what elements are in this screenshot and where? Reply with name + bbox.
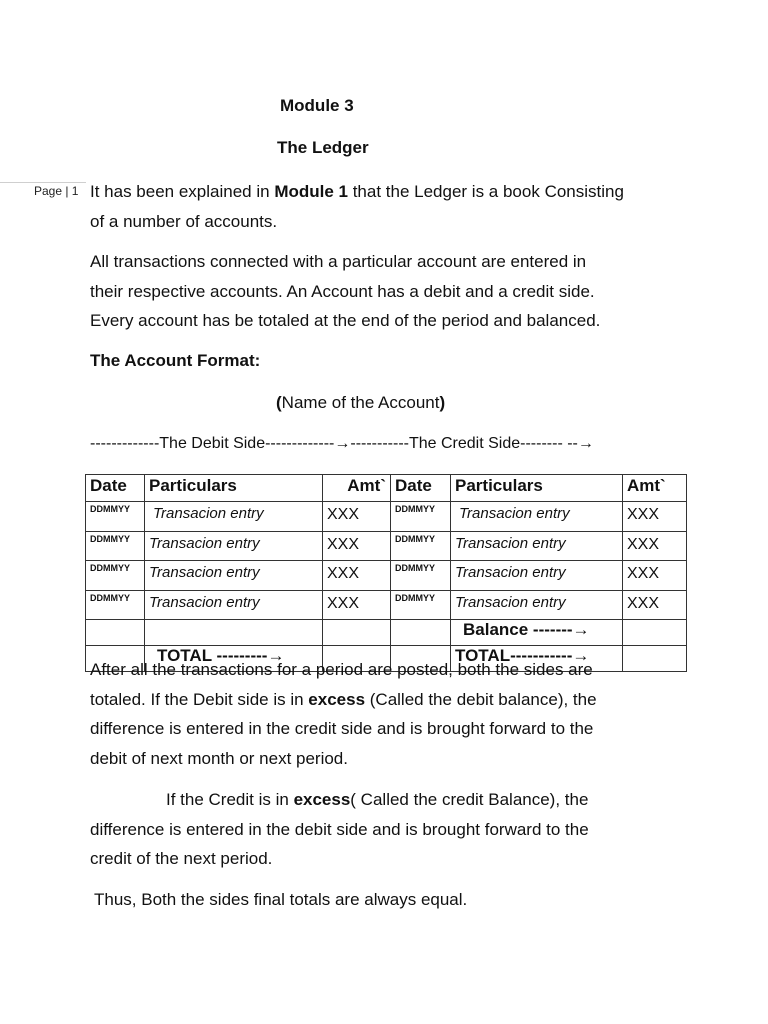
total-credit-label: TOTAL-----------→ xyxy=(451,645,623,671)
cell-amt: XXX xyxy=(623,561,687,591)
table-row xyxy=(86,502,687,532)
header-date-debit: Date xyxy=(86,475,145,502)
cell-particulars: Transacion entry xyxy=(451,590,623,620)
account-format-heading: The Account Format: xyxy=(90,351,261,370)
cell-date: DDMMYY xyxy=(391,561,451,591)
cell-particulars: Transacion entry xyxy=(145,531,323,561)
cell-empty xyxy=(86,620,145,646)
cell-amt: XXX xyxy=(323,531,391,561)
intro-module-ref: Module 1 xyxy=(274,182,348,201)
cell-date: DDMMYY xyxy=(391,531,451,561)
cell-amt: XXX xyxy=(323,561,391,591)
table-row xyxy=(86,531,687,561)
header-particulars-credit: Particulars xyxy=(451,475,623,502)
cell-particulars: Transacion entry xyxy=(451,502,623,532)
credit-line-1 xyxy=(90,785,690,815)
cell-date: DDMMYY xyxy=(86,590,145,620)
cell-particulars: Transacion entry xyxy=(451,561,623,591)
cell-date: DDMMYY xyxy=(86,531,145,561)
credit-text: If the Credit is in xyxy=(166,790,294,809)
posting-text: totaled. If the Debit side is in xyxy=(90,689,309,709)
account-name-text: Name of the Account xyxy=(281,393,440,412)
posting-paragraph xyxy=(90,655,690,773)
transactions-line-1: All transactions connected with a particular account are entered in xyxy=(90,252,587,271)
posting-line-1: After all the transactions for a period are posted, both the sides are xyxy=(90,660,593,679)
intro-paragraph xyxy=(90,177,690,236)
intro-text: It has been explained in xyxy=(90,182,275,201)
posting-line-2 xyxy=(90,685,690,715)
conclusion-paragraph: Thus, Both the sides final totals are always equal. xyxy=(94,890,468,909)
table-row xyxy=(86,590,687,620)
cell-particulars: Transacion entry xyxy=(451,531,623,561)
paren-close: ) xyxy=(439,393,446,412)
header-amt-debit: Amt` xyxy=(323,475,391,502)
cell-date: DDMMYY xyxy=(391,590,451,620)
cell-date: DDMMYY xyxy=(391,502,451,532)
cell-particulars: Transacion entry xyxy=(145,502,323,532)
header-particulars-debit: Particulars xyxy=(145,475,323,502)
page-title: The Ledger xyxy=(277,138,369,157)
sides-divider-line: -------------The Debit Side-------------→-----------The Credit Side-------- --→ xyxy=(90,435,594,452)
ledger-table xyxy=(85,474,687,672)
total-debit-label: TOTAL ---------→ xyxy=(145,645,323,671)
page-margin-rule xyxy=(0,182,86,183)
cell-amt: XXX xyxy=(623,531,687,561)
transactions-line-2: their respective accounts. An Account has a debit and a credit side. xyxy=(90,281,595,301)
posting-line-3: difference is entered in the credit side and is brought forward to the xyxy=(90,719,594,738)
intro-text-cont: that the Ledger is a book Consisting xyxy=(347,182,624,201)
account-name-caption xyxy=(276,393,445,413)
credit-line-2: difference is entered in the debit side and is brought forward to the xyxy=(90,819,589,839)
cell-date: DDMMYY xyxy=(86,502,145,532)
cell-amt: XXX xyxy=(323,502,391,532)
transactions-line-3: Every account has be totaled at the end of the period and balanced. xyxy=(90,311,601,330)
ledger-header-row xyxy=(86,475,687,502)
page-number-label: Page | 1 xyxy=(34,184,79,198)
cell-empty xyxy=(145,620,323,646)
posting-text-cont: (Called the debit balance), the xyxy=(365,689,597,709)
cell-particulars: Transacion entry xyxy=(145,561,323,591)
intro-line-1 xyxy=(90,177,690,207)
cell-amt: XXX xyxy=(623,502,687,532)
posting-excess: excess xyxy=(308,689,366,709)
cell-amt: XXX xyxy=(623,590,687,620)
posting-line-4: debit of next month or next period. xyxy=(90,748,348,768)
intro-line-2: of a number of accounts. xyxy=(90,211,278,231)
table-row xyxy=(86,561,687,591)
cell-amt: XXX xyxy=(323,590,391,620)
cell-empty xyxy=(323,620,391,646)
balance-label: Balance -------→ xyxy=(451,620,623,646)
credit-excess-paragraph xyxy=(90,785,690,874)
cell-empty xyxy=(623,620,687,646)
transactions-paragraph xyxy=(90,247,690,336)
credit-excess: excess xyxy=(293,790,351,809)
header-amt-credit: Amt` xyxy=(623,475,687,502)
credit-text-cont: ( Called the credit Balance), the xyxy=(350,790,589,809)
paren-open: ( xyxy=(276,393,282,412)
cell-particulars: Transacion entry xyxy=(145,590,323,620)
header-date-credit: Date xyxy=(391,475,451,502)
balance-row xyxy=(86,620,687,646)
module-heading: Module 3 xyxy=(280,96,354,115)
credit-line-3: credit of the next period. xyxy=(90,849,273,868)
cell-date: DDMMYY xyxy=(86,561,145,591)
cell-empty xyxy=(391,620,451,646)
